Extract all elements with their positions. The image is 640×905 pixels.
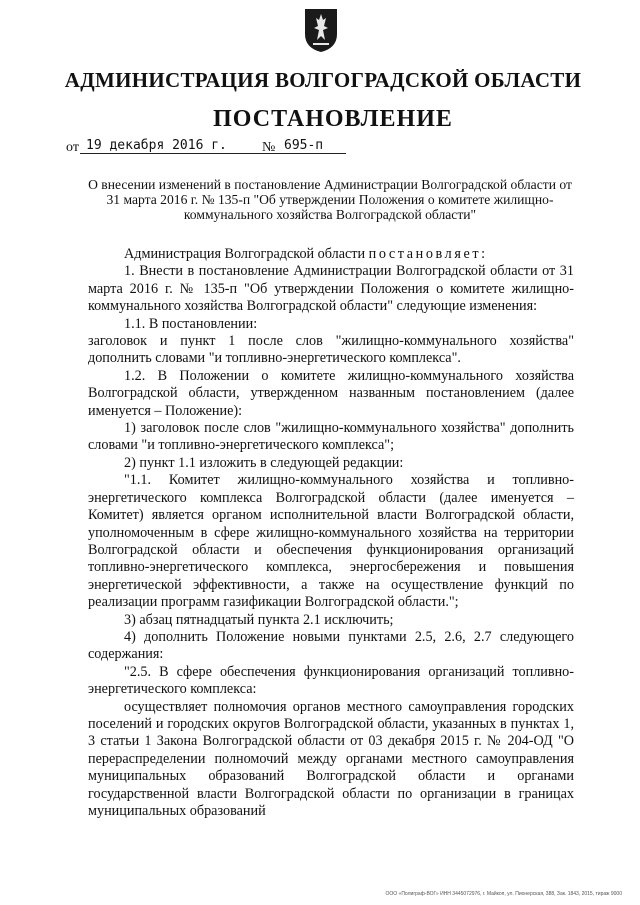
- intro-paragraph: [88, 246, 574, 263]
- date-number-line: [66, 138, 346, 158]
- paragraph: осуществляет полномочия органов местного самоуправления городских поселений и городских округов Волгоградской области, указанных в пунктах 1, 3 статьи 1 Закона Волгоградской области от 03 декабря 2015 г. № 204-ОД "О перераспределении полномочий между органами местного самоуправления муниципальных образований Волгоградской области и органами государственной власти Волгоградской области по организации в границах муниципальных образований: [88, 698, 574, 819]
- paragraph: "1.1. Комитет жилищно-коммунального хозяйства и топливно-энергетического комплекса Волгоградской области (далее именуется – Комитет) является органом исполнительной власти Волгоградской области, уполномоченным в сфере жилищно-коммунального хозяйства на территории Волгоградской области и обеспечения функционирования организаций топливно-энергетического комплекса, энергосбережения и повышения энергетической эффективности, а также на осуществление функций по реализации программ газификации Волгоградской области.";: [88, 472, 574, 611]
- document-date: 19 декабря 2016 г.: [80, 138, 314, 154]
- paragraph: 1.1. В постановлении:: [124, 315, 258, 332]
- paragraph: заголовок и пункт 1 после слов "жилищно-коммунального хозяйства" дополнить словами "и топливно-энергетического комплекса".: [88, 333, 574, 367]
- document-type: ПОСТАНОВЛЕНИЕ: [213, 106, 453, 132]
- paragraph: 1. Внести в постановление Администрации Волгоградской области от 31 марта 2016 г. № 135-п "Об утверждении Положения о комитете жилищно-коммунального хозяйства Волгоградской области" следующие изменения:: [88, 263, 574, 315]
- paragraph: 1) заголовок после слов "жилищно-коммунального хозяйства" дополнить словами "и топливно-энергетического комплекса";: [88, 420, 574, 454]
- date-prefix: от: [66, 140, 79, 155]
- intro-verb: постановляет:: [368, 246, 488, 262]
- printer-footer: ООО «Полиграф-ВОГ» ИНН 3445072976, г. Майкоп, ул. Пионерская, 388, Зак. 1843, 2015, тираж 9000: [385, 891, 622, 897]
- paragraph: 4) дополнить Положение новыми пунктами 2.5, 2.6, 2.7 следующего содержания:: [88, 628, 574, 663]
- paragraph: 1.2. В Положении о комитете жилищно-коммунального хозяйства Волгоградской области, утвержденном названным постановлением (далее именуется – Положение):: [88, 367, 574, 419]
- organization-name: АДМИНИСТРАЦИЯ ВОЛГОГРАДСКОЙ ОБЛАСТИ: [64, 68, 582, 92]
- number-sign: №: [262, 140, 276, 155]
- paragraph: 3) абзац пятнадцатый пункта 2.1 исключить;: [124, 611, 394, 628]
- document-body: [88, 246, 574, 820]
- coat-of-arms-icon: [302, 6, 340, 54]
- document-number: 695-п: [276, 138, 346, 154]
- paragraph: 2) пункт 1.1 изложить в следующей редакции:: [124, 454, 404, 471]
- document-title: О внесении изменений в постановление Администрации Волгоградской области от 31 марта 2016 г. № 135-п "Об утверждении Положения о комитете жилищно-коммунального хозяйства Волгоградской области": [88, 177, 572, 222]
- paragraph: "2.5. В сфере обеспечения функционирования организаций топливно-энергетического комплекса:: [88, 663, 574, 698]
- intro-subject: Администрация Волгоградской области: [124, 246, 366, 262]
